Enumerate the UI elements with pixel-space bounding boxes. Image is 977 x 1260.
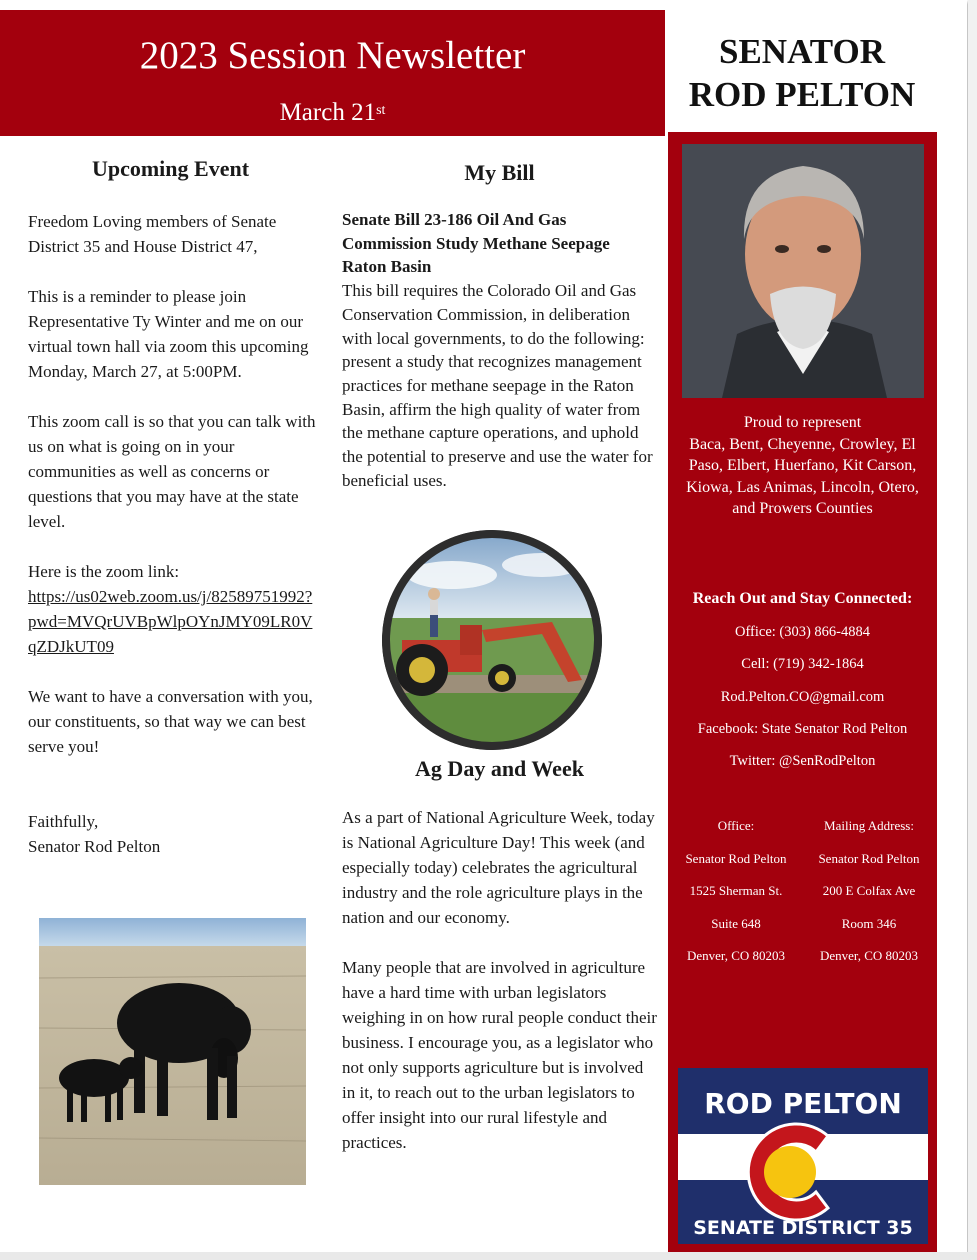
greeting-paragraph: Freedom Loving members of Senate District 35 and House District 47, [28,212,277,256]
reminder-paragraph: This is a reminder to please join Representative Ty Winter and me on our virtual town hall via zoom this upcoming Monday, March 27, at 5:00PM. [28,287,309,381]
ag-paragraph-2: Many people that are involved in agriculture have a hard time with urban legislators weighing in on how rural people conduct their business. I encourage you, as a legislator who not only supports agriculture but is involved in it, to reach out to the urban legislators to offer insight into our rural lifestyle and practices. [342,958,657,1152]
represent-intro: Proud to represent [743,414,862,431]
conversation-paragraph: We want to have a conversation with you, our constituents, so that way we can best serve you! [28,687,313,756]
facebook-handle[interactable]: Facebook: State Senator Rod Pelton [697,721,908,737]
date-main: March 21 [279,99,377,126]
signoff-name: Senator Rod Pelton [28,837,161,856]
newsletter-title: 2023 Session Newsletter [139,34,526,77]
mailing-address-line: Denver, CO 80203 [819,948,919,963]
newsletter-date [0,98,665,128]
zoom-link[interactable]: https://us02web.zoom.us/j/82589751992?pwd=MVQrUVBpWlpOYnJMY09LR0VqZDJkUT09 [28,587,313,656]
signoff-line: Faithfully, [28,812,99,831]
mailing-address-label: Mailing Address: [824,818,914,833]
mailing-address-line: Room 346 [841,915,897,931]
mailing-address-line: 200 E Colfax Ave [822,883,916,898]
ag-day-text [342,805,657,1155]
counties-list: Baca, Bent, Cheyenne, Crowley, El Paso, Elbert, Huerfano, Kit Carson, Kiowa, Las Animas, Lincoln, Otero, and Prowers Counties [686,435,919,518]
campaign-logo [678,1068,928,1244]
office-address-line: Suite 648 [711,915,761,931]
ag-day-heading: Ag Day and Week [415,756,584,781]
logo-top-text: ROD PELTON [704,1087,902,1120]
cattle-photo [39,918,306,1185]
bill-title: Senate Bill 23-186 Oil And Gas Commission Study Methane Seepage Raton Basin [342,210,610,277]
senator-portrait [682,144,924,398]
office-address [670,810,802,973]
my-bill-heading: My Bill [464,160,535,185]
upcoming-event-text [28,209,320,859]
senator-line1: SENATOR [719,32,885,71]
header-banner [0,10,665,136]
upcoming-event-heading: Upcoming Event [91,156,250,181]
districts-block [678,412,927,520]
bill-description: This bill requires the Colorado Oil and Gas Conservation Commission, in deliberation with local governments, to do the following: present a study that recognizes management practices for methane seepage in the Raton Basin, affirm the high quality of water from the methane capture operations, and uphold the potential to preserve and use the water for beneficial uses. [342,281,653,490]
ag-paragraph-1: As a part of National Agriculture Week, today is National Agriculture Day! This week (and especially today) celebrates the agricultural industry and the role agriculture plays in the nation and our economy. [342,808,655,927]
my-bill-text [342,208,657,492]
tractor-photo [382,530,602,750]
office-address-line: Denver, CO 80203 [686,948,786,963]
zoom-purpose-paragraph: This zoom call is so that you can talk with us on what is going on in your communities as well as concerns or questions that you may have at the state level. [28,412,316,531]
office-phone[interactable]: Office: (303) 866-4884 [734,624,871,640]
cell-phone[interactable]: Cell: (719) 342-1864 [741,656,864,672]
mailing-address [803,810,935,973]
logo-bottom-text: SENATE DISTRICT 35 [693,1217,913,1239]
zoom-link-label: Here is the zoom link: [28,562,180,581]
senator-name [668,30,936,116]
office-address-label: Office: [717,818,755,833]
date-suffix: st [376,103,386,118]
senator-line2: ROD PELTON [688,75,916,114]
viewer-gutter-bottom [0,1252,977,1260]
office-address-line: Senator Rod Pelton [685,850,787,866]
viewer-gutter-right [968,0,977,1260]
mailing-address-line: Senator Rod Pelton [818,850,920,866]
reach-out-heading: Reach Out and Stay Connected: [692,590,913,607]
email-address[interactable]: Rod.Pelton.CO@gmail.com [720,689,885,705]
office-address-line: 1525 Sherman St. [689,883,783,898]
twitter-handle[interactable]: Twitter: @SenRodPelton [729,753,876,769]
